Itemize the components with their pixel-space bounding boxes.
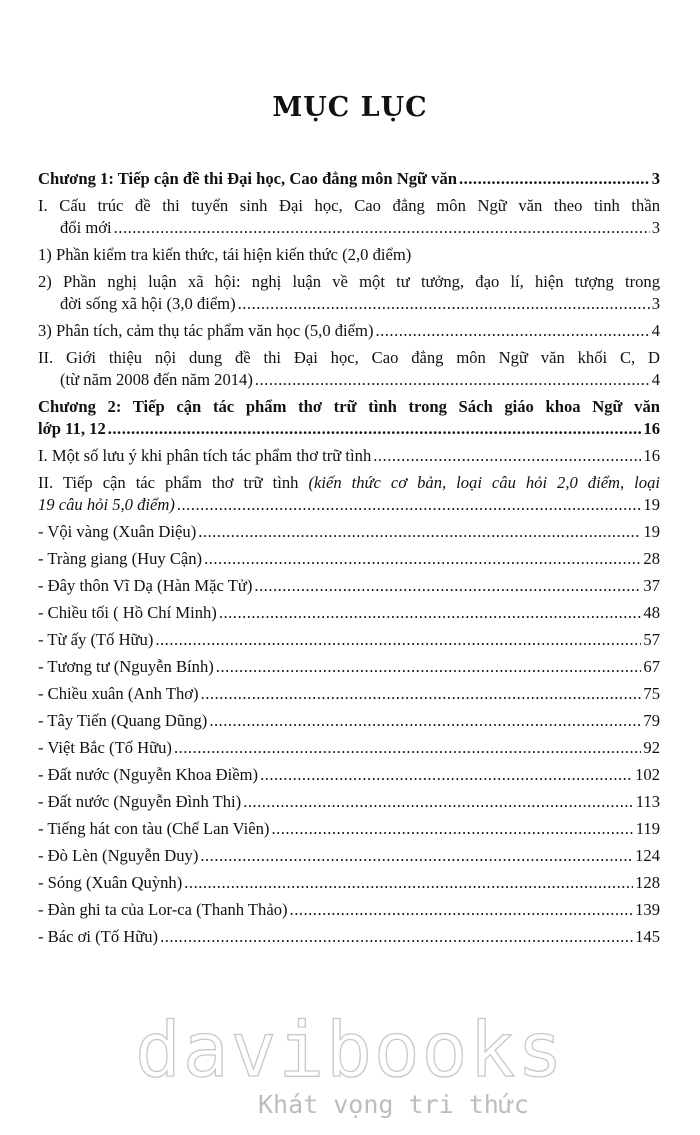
toc-poem-item: - Vội vàng (Xuân Diệu) ..... 19: [38, 521, 660, 543]
toc-poem-item: - Đất nước (Nguyễn Đình Thi) ..... 113: [38, 791, 660, 813]
toc-poem-item: - Đất nước (Nguyễn Khoa Điềm) ..... 102: [38, 764, 660, 786]
toc-poem-item: - Chiều tối ( Hồ Chí Minh) ..... 48: [38, 602, 660, 624]
toc-poem-item: - Đây thôn Vĩ Dạ (Hàn Mặc Tử) ..... 37: [38, 575, 660, 597]
toc-poem-item: - Đàn ghi ta của Lor-ca (Thanh Thảo) ..... 139: [38, 899, 660, 921]
toc-poem-item: - Tiếng hát con tàu (Chế Lan Viên) ..... 119: [38, 818, 660, 840]
toc-poem-item: - Chiều xuân (Anh Thơ) ..... 75: [38, 683, 660, 705]
toc-entry-chapter-2: Chương 2: Tiếp cận tác phẩm thơ trữ tình trong Sách giáo khoa Ngữ văn lớp 11, 12 ..... 16: [38, 396, 660, 440]
toc-entry-exam-intro: II. Giới thiệu nội dung đề thi Đại học, Cao đẳng môn Ngữ văn khối C, D (từ năm 2008 đến năm 2014) ..... 4: [38, 347, 660, 391]
toc-entry-social-argument: 2) Phần nghị luận xã hội: nghị luận về một tư tưởng, đạo lí, hiện tượng trong đời sống xã hội (3,0 điểm) ..... 3: [38, 271, 660, 315]
toc-poem-item: - Từ ấy (Tố Hữu) ..... 57: [38, 629, 660, 651]
toc-entry-lyric-approach: II. Tiếp cận tác phẩm thơ trữ tình (kiến thức cơ bản, loại câu hỏi 2,0 điểm, loại 19 câu hỏi 5,0 điểm) ..... 19: [38, 472, 660, 516]
page-title: MỤC LỤC: [272, 92, 428, 123]
toc-entry-lyric-notes: I. Một số lưu ý khi phân tích tác phẩm thơ trữ tình ..... 16: [38, 445, 660, 467]
toc-entry-structure: I. Cấu trúc đề thi tuyển sinh Đại học, Cao đẳng môn Ngữ văn theo tinh thần đổi mới ..... 3: [38, 195, 660, 239]
toc-poem-item: - Sóng (Xuân Quỳnh) ..... 128: [38, 872, 660, 894]
toc-entry-literary-analysis: 3) Phân tích, cảm thụ tác phẩm văn học (5,0 điểm) ..... 4: [38, 320, 660, 342]
watermark-slogan: Khát vọng tri thức: [258, 1090, 529, 1119]
toc-poem-item: - Tương tư (Nguyễn Bính) ..... 67: [38, 656, 660, 678]
toc-poem-item: - Việt Bắc (Tố Hữu) ..... 92: [38, 737, 660, 759]
toc-poem-item: - Bác ơi (Tố Hữu) ..... 145: [38, 926, 660, 948]
toc-poem-item: - Tây Tiến (Quang Dũng) ..... 79: [38, 710, 660, 732]
toc-poem-item: - Tràng giang (Huy Cận) ..... 28: [38, 548, 660, 570]
toc-poem-item: - Đò Lèn (Nguyễn Duy) ..... 124: [38, 845, 660, 867]
toc-entry-knowledge: 1) Phần kiểm tra kiến thức, tái hiện kiến thức (2,0 điểm): [38, 245, 412, 264]
toc-entry-chapter-1: Chương 1: Tiếp cận đề thi Đại học, Cao đẳng môn Ngữ văn ..... 3: [38, 168, 660, 190]
table-of-contents: [38, 168, 660, 953]
watermark-brand: davibooks: [135, 1005, 565, 1094]
